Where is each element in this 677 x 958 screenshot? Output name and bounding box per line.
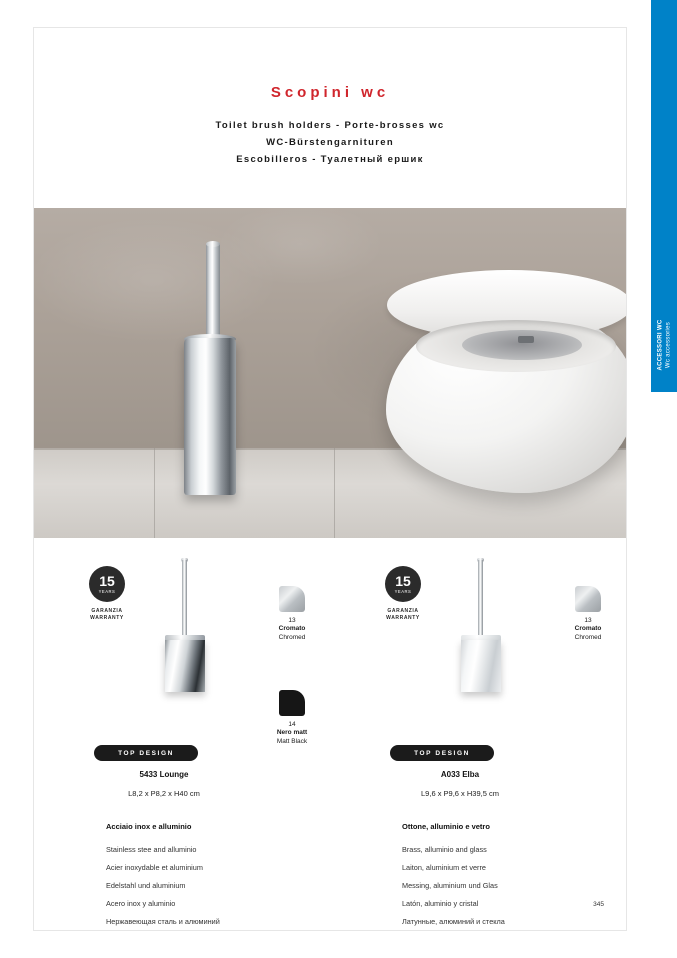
material-line: Acero inox y aluminio [106,899,176,908]
finish-name-it: Nero matt [276,729,308,736]
brush-holder-body [461,640,501,692]
section-tab-title: ACCESSORI WC [657,319,663,371]
hero-photo [34,208,626,538]
finish-swatch-chrome [575,586,601,612]
hero-floor-seam [154,448,155,538]
warranty-circle [89,566,125,602]
warranty-text-it: GARANZIA [91,608,123,614]
section-tab-subtitle: Wc accessories [665,321,671,369]
product-dimensions: L8,2 x P8,2 x H40 cm [128,789,200,798]
warranty-years-label: YEARS [98,588,116,594]
warranty-number: 15 [99,573,115,590]
material-line: Латунные, алюминий и стекла [402,917,505,926]
brush-handle [478,560,483,646]
finish-swatch-chrome [279,586,305,612]
material-list [402,841,505,931]
finish-name-it: Cromato [574,625,602,632]
warranty-text-en: WARRANTY [90,615,124,621]
material-line: Edelstahl und aluminium [106,881,186,890]
material-line: Latón, aluminio y cristal [402,899,479,908]
catalog-page [34,28,626,930]
warranty-text-it: GARANZIA [387,608,419,614]
subtitle-line-2: WC-Bürstengarnituren [266,137,394,148]
hero-floor-seam [334,448,335,538]
product-card-left [34,538,330,930]
page-number: 345 [593,901,604,908]
warranty-text-en: WARRANTY [386,615,420,621]
finish-swatch-black [279,690,305,716]
finish-option-chrome[interactable] [558,586,618,642]
product-name: 5433 Lounge [139,770,189,779]
product-image-left [134,560,244,710]
material-title: Ottone, alluminio e vetro [402,822,490,831]
brush-handle [182,560,187,646]
finish-name-it: Cromato [278,625,306,632]
product-section [34,538,626,930]
hero-brush-handle [206,244,220,344]
toilet-flush-button [518,336,534,343]
warranty-years-label: YEARS [394,588,412,594]
material-line: Laiton, aluminium et verre [402,863,486,872]
section-tab-label[interactable] [651,300,677,390]
top-design-badge: TOP DESIGN [390,745,494,761]
brush-holder-body [165,640,205,692]
top-design-badge: TOP DESIGN [94,745,198,761]
finish-code: 13 [584,617,592,624]
finish-code: 13 [288,617,296,624]
finish-name-en: Chromed [574,634,602,641]
material-line: Stainless stee and alluminio [106,845,197,854]
material-line: Messing, aluminium und Glas [402,881,498,890]
material-line: Brass, alluminio and glass [402,845,487,854]
subtitle-line-1: Toilet brush holders - Porte-brosses wc [215,120,445,131]
product-name: A033 Elba [440,770,480,779]
material-title: Acciaio inox e alluminio [106,822,192,831]
finish-name-en: Chromed [278,634,306,641]
material-list [106,841,220,931]
finish-option-chrome[interactable] [262,586,322,642]
toilet-inner [462,330,582,360]
finish-code: 14 [288,721,296,728]
finish-name-en: Matt Black [276,738,308,745]
hero-brush-handle-cap [206,241,220,247]
material-line: Нержавеющая сталь и алюминий [106,917,220,926]
product-dimensions: L9,6 x P9,6 x H39,5 cm [421,789,499,798]
page-title: Scopini wc [270,84,390,101]
page-subtitles [34,117,626,168]
product-card-right [330,538,626,930]
hero-brush-body [184,338,236,495]
warranty-number: 15 [395,573,411,590]
finish-option-black[interactable] [262,690,322,746]
subtitle-line-3: Escobilleros - Туалетный ершик [236,154,424,165]
warranty-circle [385,566,421,602]
product-image-right [430,560,540,710]
material-line: Acier inoxydable et aluminium [106,863,203,872]
